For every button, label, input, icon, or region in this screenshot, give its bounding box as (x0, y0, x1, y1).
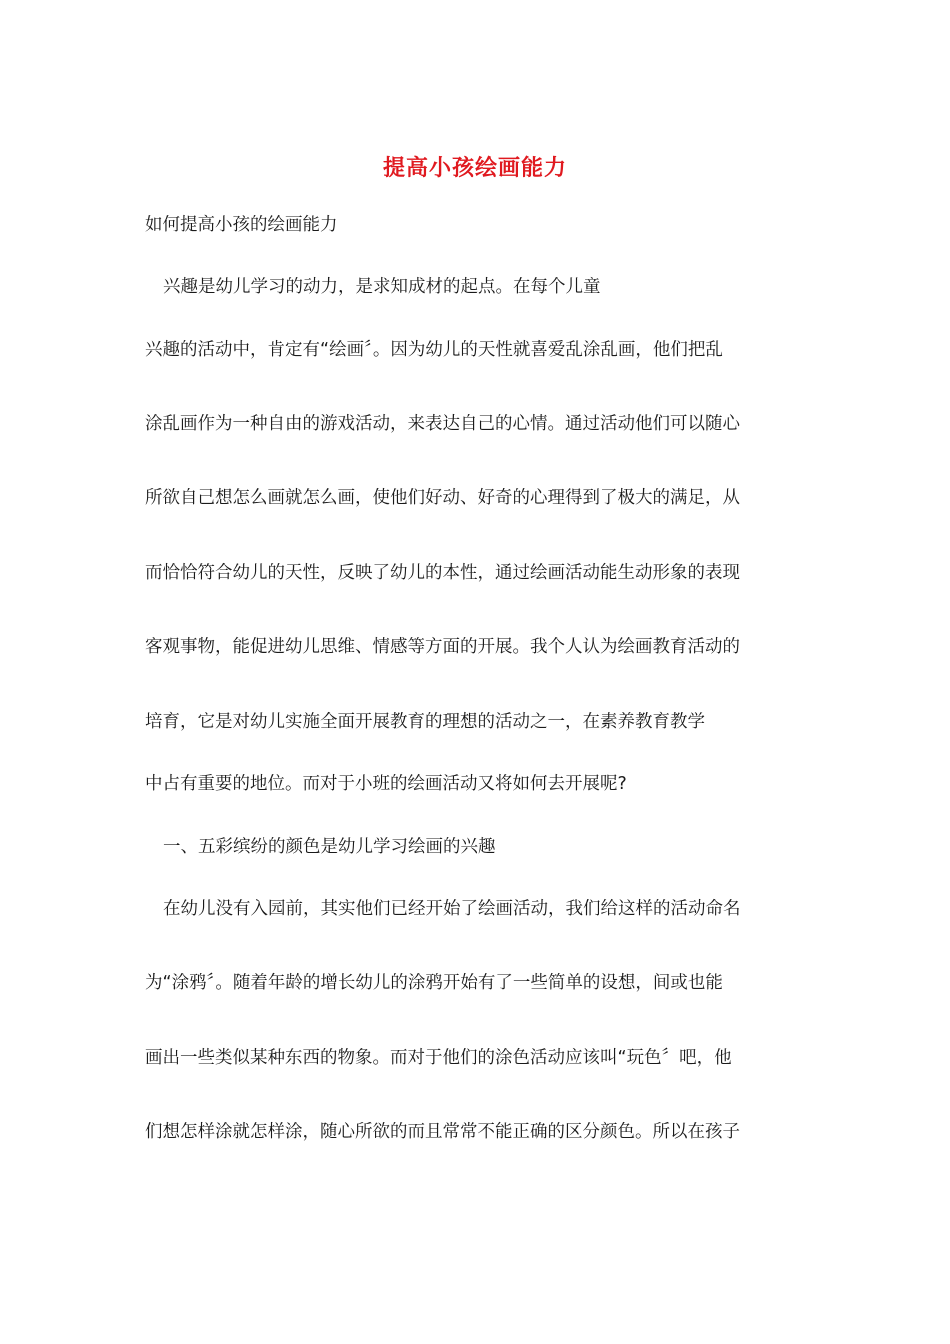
paragraph-line: 们想怎样涂就怎样涂，随心所欲的而且常常不能正确的区分颜色。所以在孩子 (145, 1122, 740, 1142)
paragraph-line: 兴趣的活动中，肯定有“绘画〞。因为幼儿的天性就喜爱乱涂乱画，他们把乱 (145, 340, 723, 360)
paragraph-line: 客观事物，能促进幼儿思维、情感等方面的开展。我个人认为绘画教育活动的 (145, 637, 740, 657)
paragraph-line: 在幼儿没有入园前，其实他们已经开始了绘画活动，我们给这样的活动命名 (163, 899, 741, 919)
section-heading: 一、五彩缤纷的颜色是幼儿学习绘画的兴趣 (163, 837, 496, 857)
paragraph-line: 所欲自己想怎么画就怎么画，使他们好动、好奇的心理得到了极大的满足，从 (145, 488, 740, 508)
paragraph-line: 涂乱画作为一种自由的游戏活动，来表达自己的心情。通过活动他们可以随心 (145, 414, 740, 434)
document-subtitle: 如何提高小孩的绘画能力 (145, 215, 338, 235)
paragraph-line: 中占有重要的地位。而对于小班的绘画活动又将如何去开展呢? (145, 774, 627, 794)
paragraph-line: 兴趣是幼儿学习的动力，是求知成材的起点。在每个儿童 (163, 277, 601, 297)
paragraph-line: 为“涂鸦〞。随着年龄的增长幼儿的涂鸦开始有了一些简单的设想，间或也能 (145, 973, 723, 993)
paragraph-line: 培育，它是对幼儿实施全面开展教育的理想的活动之一，在素养教育教学 (145, 712, 705, 732)
document-title: 提高小孩绘画能力 (382, 155, 567, 181)
paragraph-line: 画出一些类似某种东西的物象。而对于他们的涂色活动应该叫“玩色〞吧，他 (145, 1048, 732, 1068)
paragraph-line: 而恰恰符合幼儿的天性，反映了幼儿的本性，通过绘画活动能生动形象的表现 (145, 563, 740, 583)
